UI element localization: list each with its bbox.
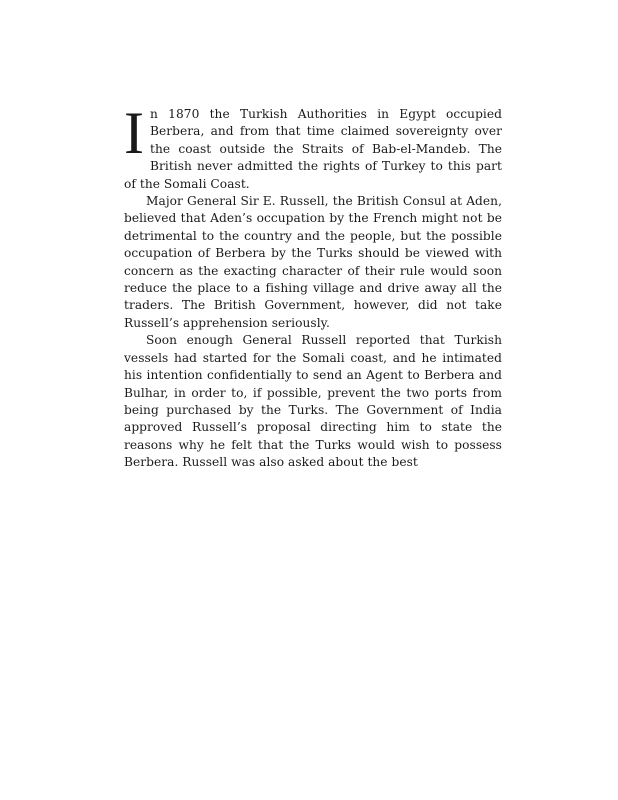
paragraph-2: Major General Sir E. Russell, the British Consul at Aden, believed that Aden’s occupation by the French might not be detrimental to the country and the people, but the possible occupation of Berbera by the Turks should be viewed with concern as the exacting character of their rule would soon reduce the place to a fishing village and drive away all the traders. The British Government, however, did not take Russell’s apprehension seriously. (124, 194, 502, 330)
paragraph-3: Soon enough General Russell reported that Turkish vessels had started for the Somali coast, and he intimated his intention confidentially to send an Agent to Berbera and Bulhar, in order to, if possible, prevent the two ports from being purchased by the Turks. The Government of India approved Russell’s proposal directing him to state the reasons why he felt that the Turks would wish to possess Berbera. Russell was also asked about the best (124, 333, 502, 470)
drop-cap: I (124, 100, 145, 166)
paragraph-1 (124, 100, 502, 193)
paragraph-1-text: n 1870 the Turkish Authorities in Egypt occupied Berbera, and from that time claimed sovereignty over the coast outside the Straits of Bab-el-Mandeb. The British never admitted the rights of Turkey to this part of the Somali Coast. (124, 107, 502, 191)
document-body (124, 100, 502, 472)
